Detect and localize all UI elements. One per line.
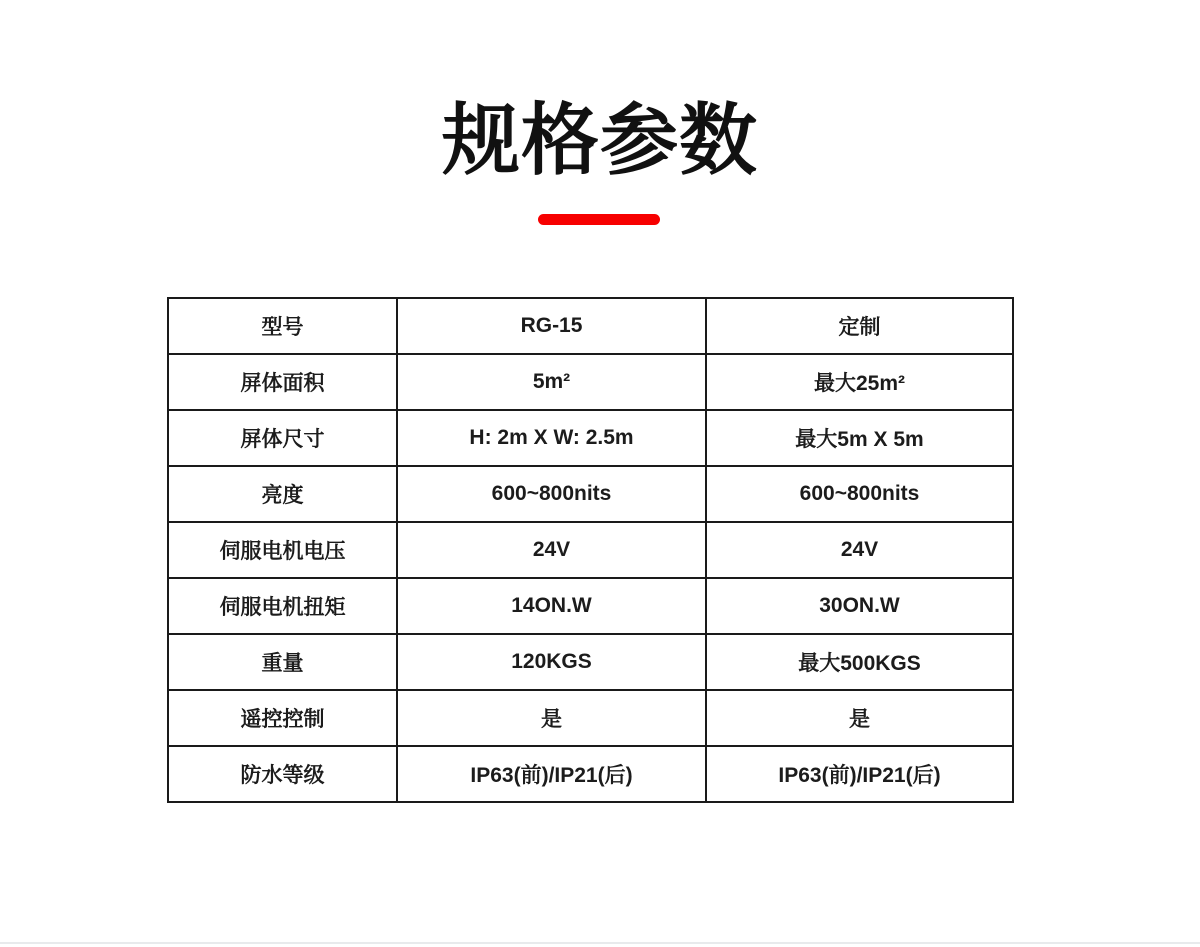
page-header (0, 96, 1200, 184)
row-label: 伺服电机扭矩 (168, 578, 397, 634)
table-cell: RG-15 (397, 298, 706, 354)
table-cell: 最大500KGS (706, 634, 1013, 690)
table-cell: 5m² (397, 354, 706, 410)
row-label: 防水等级 (168, 746, 397, 802)
table-row (168, 746, 1013, 802)
spec-table (167, 297, 1014, 803)
table-cell: 定制 (706, 298, 1013, 354)
bottom-divider (0, 942, 1200, 944)
row-label: 屏体尺寸 (168, 410, 397, 466)
table-cell: 30ON.W (706, 578, 1013, 634)
table-cell: 120KGS (397, 634, 706, 690)
table-cell: 最大25m² (706, 354, 1013, 410)
table-row (168, 354, 1013, 410)
table-cell: 是 (397, 690, 706, 746)
table-row (168, 690, 1013, 746)
table-cell: 最大5m X 5m (706, 410, 1013, 466)
table-row (168, 466, 1013, 522)
page-title: 规格参数 (441, 96, 758, 184)
table-cell: 14ON.W (397, 578, 706, 634)
table-cell: 24V (706, 522, 1013, 578)
table-cell: 600~800nits (397, 466, 706, 522)
row-label: 屏体面积 (168, 354, 397, 410)
table-cell: IP63(前)/IP21(后) (397, 746, 706, 802)
table-cell: 600~800nits (706, 466, 1013, 522)
table-row (168, 634, 1013, 690)
table-cell: IP63(前)/IP21(后) (706, 746, 1013, 802)
row-label: 型号 (168, 298, 397, 354)
row-label: 伺服电机电压 (168, 522, 397, 578)
table-row (168, 578, 1013, 634)
table-cell: H: 2m X W: 2.5m (397, 410, 706, 466)
table-row (168, 298, 1013, 354)
table-row (168, 522, 1013, 578)
row-label: 亮度 (168, 466, 397, 522)
table-row (168, 410, 1013, 466)
table-cell: 24V (397, 522, 706, 578)
table-cell: 是 (706, 690, 1013, 746)
row-label: 遥控控制 (168, 690, 397, 746)
title-underline-accent (538, 214, 660, 225)
row-label: 重量 (168, 634, 397, 690)
